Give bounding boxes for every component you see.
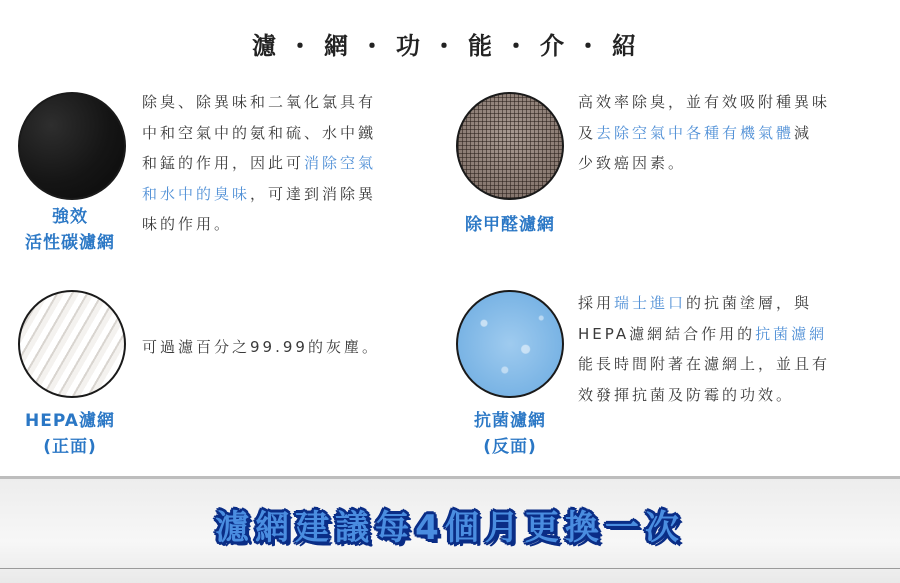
description-line <box>578 349 896 380</box>
hepa-filter-image <box>18 290 126 398</box>
description-text: HEPA濾網結合作用的 <box>578 324 756 343</box>
description-text: 採用 <box>578 294 615 312</box>
description-text: 除臭、除異味和二氧化氯具有 <box>142 93 377 111</box>
description-text: 能長時間附著在濾網上，並且有 <box>578 355 831 373</box>
formaldehyde-filter-image <box>456 92 564 200</box>
description-line <box>578 87 896 118</box>
filter-name-line: 抗菌濾網 <box>474 411 546 431</box>
description-line <box>578 380 896 411</box>
description-line <box>142 148 442 179</box>
replacement-reminder-banner: 濾網建議每4個月更換一次 <box>215 508 685 548</box>
page-title: 濾・網・功・能・介・紹 <box>252 32 648 60</box>
filter-description-hepa <box>142 332 442 363</box>
divider <box>0 568 900 569</box>
description-text: 及 <box>578 123 597 142</box>
description-line <box>578 118 896 149</box>
filter-name-line: (反面) <box>483 437 537 457</box>
filter-description-activated-carbon <box>142 87 442 240</box>
filter-name-line: HEPA濾網 <box>25 411 115 431</box>
filter-name-line: 強效 <box>52 207 88 227</box>
description-text: 的抗菌塗層，與 <box>686 294 813 312</box>
description-line <box>142 87 442 118</box>
description-line <box>142 179 442 210</box>
description-text: ，可達到消除異 <box>250 184 377 203</box>
highlighted-text: 和水中的臭味 <box>142 184 251 203</box>
description-text: 和錳的作用，因此可 <box>142 154 305 172</box>
filter-name-line: 活性碳濾網 <box>25 233 115 253</box>
description-text: 少致癌因素。 <box>578 154 687 172</box>
description-line <box>142 118 442 149</box>
highlighted-text: 消除空氣 <box>304 154 377 172</box>
highlighted-text: 抗菌濾網 <box>755 324 828 343</box>
description-text: 減 <box>794 123 813 142</box>
filter-name-hepa <box>0 408 140 460</box>
filter-name-line: 除甲醛濾網 <box>465 215 555 235</box>
description-line <box>142 209 442 240</box>
filter-name-formaldehyde <box>440 212 580 238</box>
filter-description-formaldehyde <box>578 87 896 179</box>
description-text: 味的作用。 <box>142 215 233 233</box>
description-line <box>578 288 896 319</box>
description-line <box>578 319 896 350</box>
filter-description-antibacterial <box>578 288 896 410</box>
description-text: 高效率除臭，並有效吸附種異味 <box>578 93 831 111</box>
filter-name-activated-carbon <box>0 204 140 256</box>
highlighted-text: 去除空氣中各種有機氣體 <box>596 123 795 142</box>
description-text: 可過濾百分之99.99的灰塵。 <box>142 338 380 356</box>
filter-name-antibacterial <box>440 408 580 460</box>
description-text: 效發揮抗菌及防霉的功效。 <box>578 385 795 404</box>
description-line <box>578 148 896 179</box>
filter-name-line: (正面) <box>43 437 97 457</box>
description-line <box>142 332 442 363</box>
highlighted-text: 瑞士進口 <box>614 294 687 312</box>
activated-carbon-filter-image <box>18 92 126 200</box>
description-text: 中和空氣中的氨和硫、水中鐵 <box>142 123 377 142</box>
antibacterial-filter-image <box>456 290 564 398</box>
